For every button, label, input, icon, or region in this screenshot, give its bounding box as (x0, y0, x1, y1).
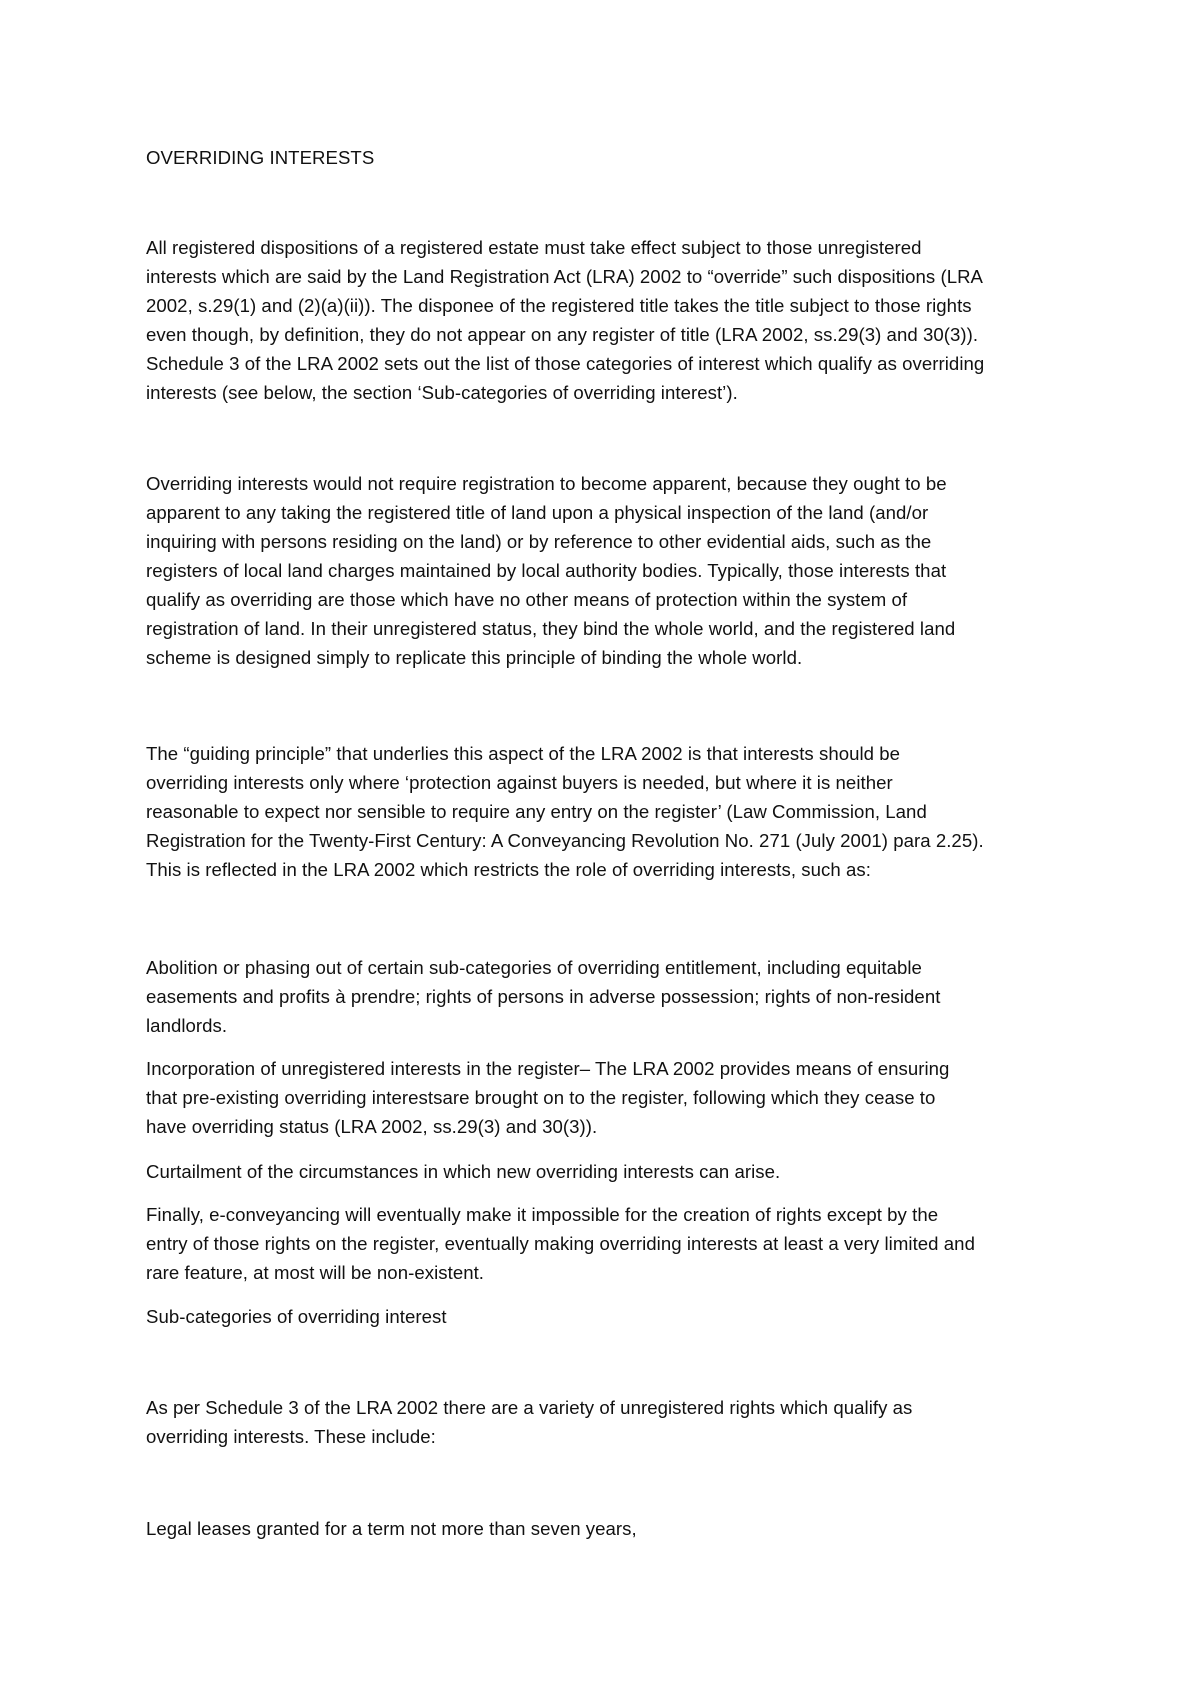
paragraph-4-line-1: Abolition or phasing out of certain sub-categories of overriding entitlement, including equitable (146, 957, 922, 978)
paragraph-2-line-5: qualify as overriding are those which have no other means of protection within the system of (146, 589, 908, 610)
paragraph-5-line-3: have overriding status (LRA 2002, ss.29(3) and 30(3)). (146, 1116, 598, 1137)
paragraph-2-line-4: registers of local land charges maintained by local authority bodies. Typically, those interests that (146, 560, 947, 581)
paragraph-4-line-2: easements and profits à prendre; rights of persons in adverse possession; rights of non-resident (146, 986, 941, 1007)
paragraph-1-line-3: 2002, s.29(1) and (2)(a)(ii)). The disponee of the registered title takes the title subject to those rights (146, 295, 972, 316)
paragraph-2-line-7: scheme is designed simply to replicate this principle of binding the whole world. (146, 647, 803, 668)
section-subheading: Sub-categories of overriding interest (146, 1306, 447, 1327)
paragraph-2-line-2: apparent to any taking the registered title of land upon a physical inspection of the land (and/or (146, 502, 929, 523)
paragraph-8-line-1: As per Schedule 3 of the LRA 2002 there are a variety of unregistered rights which qualify as (146, 1397, 913, 1418)
paragraph-1-line-6: interests (see below, the section ‘Sub-categories of overriding interest’). (146, 382, 738, 403)
paragraph-7-line-2: entry of those rights on the register, eventually making overriding interests at least a very limited and (146, 1233, 975, 1254)
paragraph-3-line-2: overriding interests only where ‘protection against buyers is needed, but where it is neither (146, 772, 893, 793)
paragraph-7-line-3: rare feature, at most will be non-existent. (146, 1262, 485, 1283)
paragraph-5-line-1: Incorporation of unregistered interests in the register– The LRA 2002 provides means of ensuring (146, 1058, 950, 1079)
paragraph-7-line-1: Finally, e-conveyancing will eventually make it impossible for the creation of rights except by the (146, 1204, 939, 1225)
paragraph-1-line-4: even though, by definition, they do not appear on any register of title (LRA 2002, ss.29(3) and 30(3)). (146, 324, 979, 345)
paragraph-2-line-3: inquiring with persons residing on the land) or by reference to other evidential aids, such as the (146, 531, 932, 552)
paragraph-1-line-1: All registered dispositions of a registered estate must take effect subject to those unregistered (146, 237, 922, 258)
paragraph-1-line-2: interests which are said by the Land Registration Act (LRA) 2002 to “override” such dispositions (LRA (146, 266, 984, 287)
paragraph-8-line-2: overriding interests. These include: (146, 1426, 436, 1447)
paragraph-3-line-1: The “guiding principle” that underlies this aspect of the LRA 2002 is that interests should be (146, 743, 901, 764)
paragraph-6-line-1: Curtailment of the circumstances in which new overriding interests can arise. (146, 1161, 781, 1182)
paragraph-2-line-1: Overriding interests would not require registration to become apparent, because they ought to be (146, 473, 947, 494)
paragraph-3-line-5: This is reflected in the LRA 2002 which restricts the role of overriding interests, such as: (146, 859, 871, 880)
paragraph-1-line-5: Schedule 3 of the LRA 2002 sets out the list of those categories of interest which qualify as overriding (146, 353, 985, 374)
paragraph-3-line-3: reasonable to expect nor sensible to require any entry on the register’ (Law Commission, Land (146, 801, 927, 822)
paragraph-5-line-2: that pre-existing overriding interestsare brought on to the register, following which they cease to (146, 1087, 936, 1108)
document-title: OVERRIDING INTERESTS (146, 147, 375, 168)
paragraph-9-line-1: Legal leases granted for a term not more than seven years, (146, 1518, 637, 1539)
paragraph-3-line-4: Registration for the Twenty-First Century: A Conveyancing Revolution No. 271 (July 2001) para 2.25). (146, 830, 984, 851)
paragraph-4-line-3: landlords. (146, 1015, 228, 1036)
paragraph-2-line-6: registration of land. In their unregistered status, they bind the whole world, and the registered land (146, 618, 956, 639)
